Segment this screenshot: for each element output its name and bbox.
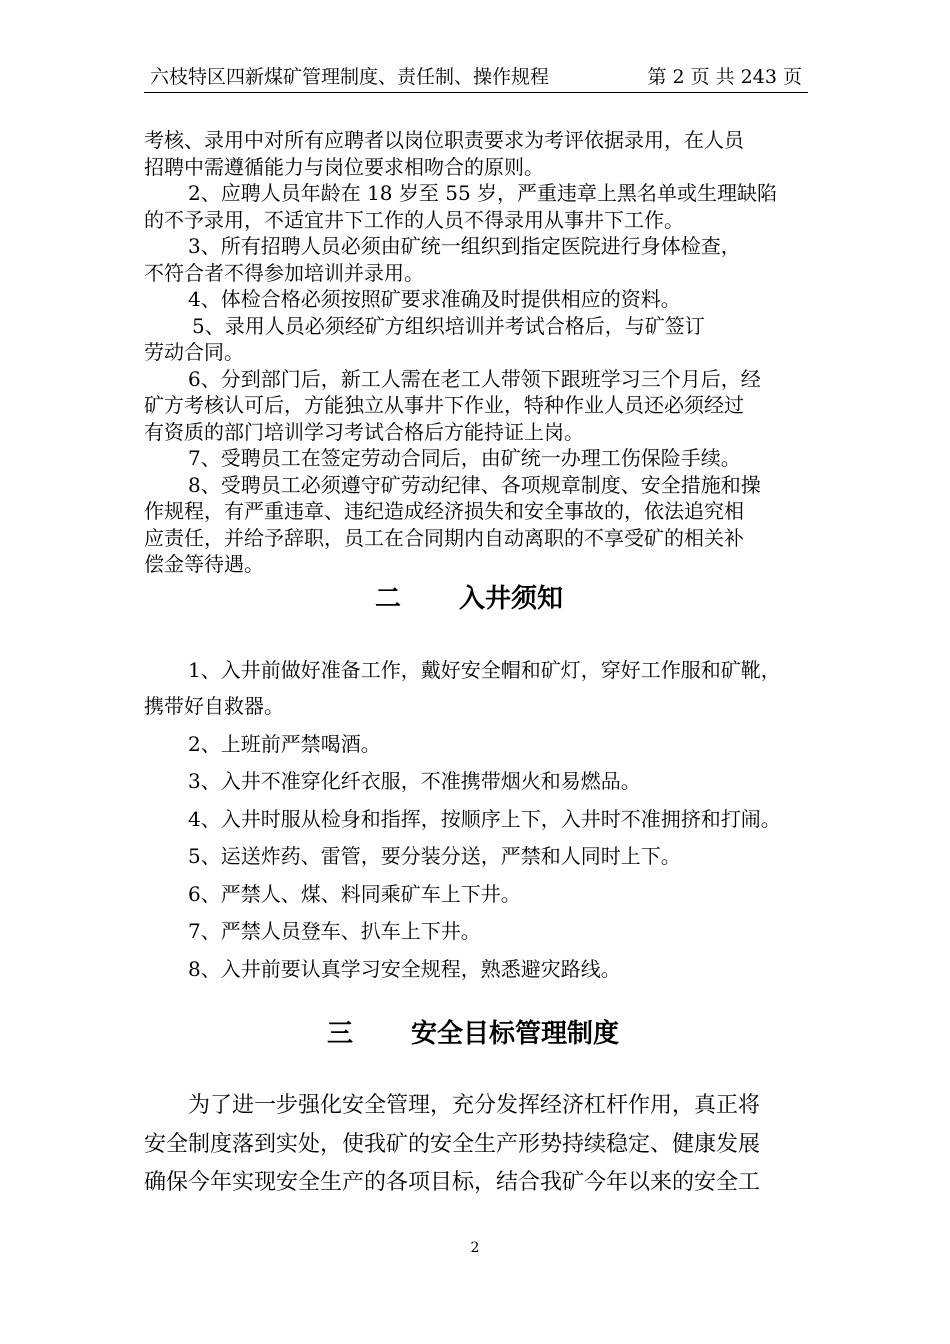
text-line: 确保今年实现安全生产的各项目标，结合我矿今年以来的安全工 (144, 1170, 761, 1195)
text-line: 为了进一步强化安全管理，充分发挥经济杠杆作用，真正将 (188, 1093, 761, 1118)
text-line: 6、严禁人、煤、料同乘矿车上下井。 (188, 881, 521, 906)
section-heading-safety-goals (327, 1013, 619, 1050)
section-title: 入井须知 (459, 584, 564, 614)
text-line: 考核、录用中对所有应聘者以岗位职责要求为考评依据录用，在人员 (144, 128, 744, 152)
text-line: 作规程，有严重违章、违纪造成经济损失和安全事故的，依法追究相 (144, 499, 744, 523)
text-line: 劳动合同。 (144, 340, 244, 364)
section-number: 三 (327, 1019, 354, 1049)
text-line: 4、体检合格必须按照矿要求准确及时提供相应的资料。 (188, 287, 681, 311)
text-line: 携带好自救器。 (144, 694, 284, 718)
text-line: 3、入井不准穿化纤衣服，不准携带烟火和易燃品。 (188, 769, 641, 793)
text-line: 不符合者不得参加培训并录用。 (144, 260, 424, 285)
section-heading-mine-entry (375, 578, 563, 615)
text-line: 矿方考核认可后，方能独立从事井下作业，特种作业人员还必须经过 (144, 393, 744, 417)
header-page-info: 第 2 页 共 243 页 (647, 66, 802, 88)
text-line: 8、入井前要认真学习安全规程，熟悉避灾路线。 (188, 956, 621, 981)
text-line: 5、运送炸药、雷管，要分装分送，严禁和人同时上下。 (188, 844, 681, 868)
text-line: 的不予录用，不适宜井下工作的人员不得录用从事井下工作。 (144, 207, 684, 232)
section-title: 安全目标管理制度 (411, 1019, 620, 1049)
text-line: 偿金等待遇。 (144, 552, 264, 576)
text-line: 2、上班前严禁喝酒。 (188, 731, 381, 756)
page-header (144, 66, 808, 93)
mine-entry-rules-text (144, 656, 824, 992)
text-line: 2、应聘人员年龄在 18 岁至 55 岁，严重违章上黑名单或生理缺陷 (188, 181, 778, 205)
text-line: 招聘中需遵循能力与岗位要求相吻合的原则。 (144, 154, 544, 179)
text-line: 安全制度落到实处，使我矿的安全生产形势持续稳定、健康发展 (144, 1131, 761, 1157)
section-number: 二 (375, 584, 402, 614)
text-line: 7、严禁人员登车、扒车上下井。 (188, 919, 481, 943)
text-line: 6、分到部门后，新工人需在老工人带领下跟班学习三个月后，经 (188, 366, 761, 391)
text-line: 3、所有招聘人员必须由矿统一组织到指定医院进行身体检查， (188, 234, 741, 258)
recruitment-rules-text (144, 127, 816, 578)
text-line: 4、入井时服从检身和指挥，按顺序上下，入井时不准拥挤和打闹。 (188, 806, 781, 831)
header-title: 六枝特区四新煤矿管理制度、责任制、操作规程 (150, 66, 550, 88)
text-line: 7、受聘员工在签定劳动合同后，由矿统一办理工伤保险手续。 (188, 446, 741, 470)
safety-goals-intro-text (144, 1087, 816, 1203)
text-line: 8、受聘员工必须遵守矿劳动纪律、各项规章制度、安全措施和操 (188, 472, 761, 497)
text-line: 5、录用人员必须经矿方组织培训并考试合格后，与矿签订 (192, 313, 705, 338)
text-line: 1、入井前做好准备工作，戴好安全帽和矿灯，穿好工作服和矿靴， (188, 658, 781, 682)
page-number: 2 (470, 1240, 480, 1256)
text-line: 应责任，并给予辞职，员工在合同期内自动离职的不享受矿的相关补 (144, 525, 744, 550)
text-line: 有资质的部门培训学习考试合格后方能持证上岗。 (144, 419, 584, 444)
